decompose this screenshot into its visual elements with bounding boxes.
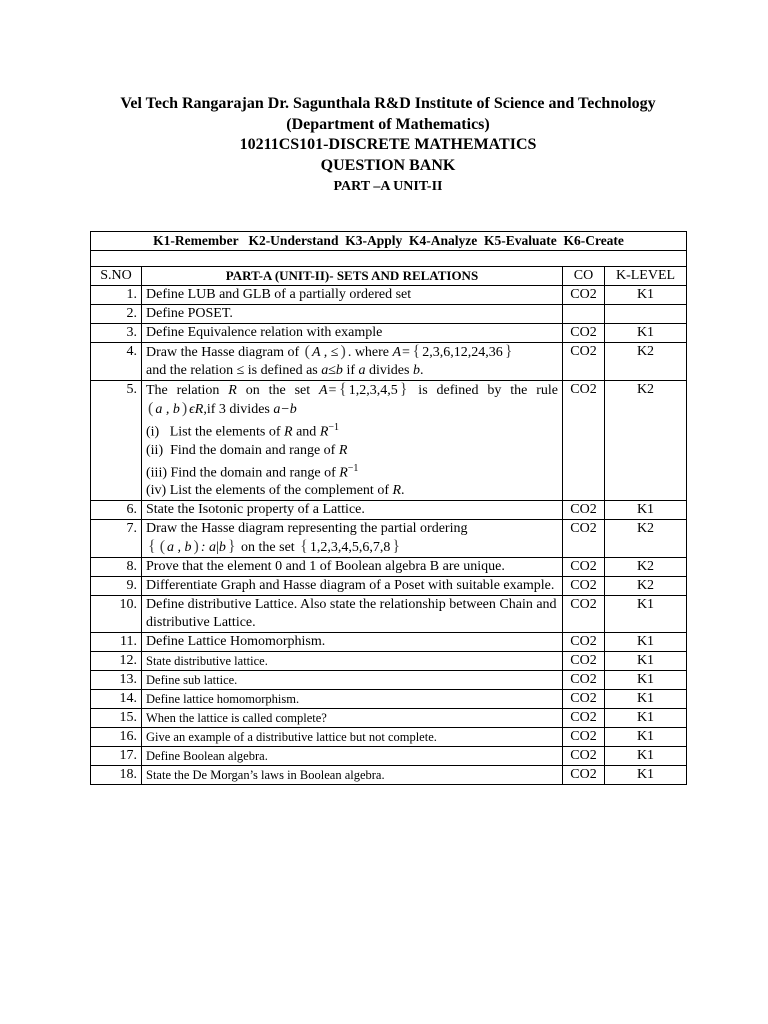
brace-open-glyph: { [339, 381, 347, 398]
row-question [142, 343, 563, 381]
row-co: CO2 [563, 596, 605, 633]
paren-open-glyph: ( [159, 538, 166, 556]
row-co: CO2 [563, 728, 605, 747]
document-type: QUESTION BANK [320, 156, 456, 174]
math-expression: ϵR [189, 402, 204, 417]
brace-open-glyph: { [148, 538, 156, 556]
question-text: and [292, 424, 320, 440]
row-co: CO2 [563, 766, 605, 785]
row-co: CO2 [563, 671, 605, 690]
question-text: The relation [146, 383, 229, 398]
row-question: Define POSET. [142, 305, 563, 324]
question-text: and the relation ≤ is defined as [146, 363, 322, 378]
question-subpart [146, 482, 558, 500]
question-text: Draw the Hasse diagram of [146, 345, 303, 360]
math-superscript: −1 [328, 422, 340, 433]
table-row [91, 305, 687, 324]
row-question: State distributive lattice. [142, 652, 563, 671]
paren-open-glyph: ( [304, 343, 310, 360]
row-k-level: K2 [605, 520, 687, 558]
row-k-level: K1 [605, 633, 687, 652]
math-expression: R [338, 442, 348, 458]
math-expression: R [228, 383, 237, 398]
question-subpart [146, 419, 558, 442]
row-sno: 16. [91, 728, 142, 747]
row-question: Prove that the element 0 and 1 of Boolean algebra B are unique. [142, 558, 563, 577]
table-row [91, 747, 687, 766]
row-co: CO2 [563, 324, 605, 343]
question-text: . where [347, 345, 393, 360]
row-co: CO2 [563, 558, 605, 577]
row-k-level: K2 [605, 343, 687, 381]
row-sno: 2. [91, 305, 142, 324]
column-header-question: PART-A (UNIT-II)- SETS AND RELATIONS [142, 267, 563, 286]
question-subpart [146, 460, 558, 483]
math-expression: R [339, 465, 348, 481]
row-k-level: K1 [605, 671, 687, 690]
brace-close-glyph: } [504, 343, 513, 360]
math-expression: a [358, 363, 366, 378]
brace-close-glyph: } [227, 538, 236, 556]
spacer-row [91, 251, 687, 267]
row-question: State the De Morgan’s laws in Boolean algebra. [142, 766, 563, 785]
math-expression: R [284, 424, 293, 440]
row-k-level: K1 [605, 501, 687, 520]
paren-close-glyph: ) [181, 400, 188, 417]
row-k-level: K1 [605, 596, 687, 633]
row-sno: 1. [91, 286, 142, 305]
math-set: 2,3,6,12,24,36 [422, 345, 503, 360]
row-co: CO2 [563, 652, 605, 671]
brace-open-glyph: { [412, 343, 421, 360]
spacer-cell [91, 251, 687, 267]
row-sno: 9. [91, 577, 142, 596]
row-k-level: K1 [605, 709, 687, 728]
row-sno: 17. [91, 747, 142, 766]
table-row [91, 520, 687, 558]
row-co: CO2 [563, 709, 605, 728]
question-text: if [342, 363, 359, 378]
row-k-level: K2 [605, 577, 687, 596]
paren-close-glyph: ) [340, 343, 346, 360]
question-text: divides [365, 363, 413, 378]
math-expression: : a [200, 540, 217, 556]
table-row [91, 690, 687, 709]
row-question: Give an example of a distributive lattice but not complete. [142, 728, 563, 747]
row-k-level [605, 305, 687, 324]
row-question [142, 381, 563, 501]
row-k-level: K1 [605, 286, 687, 305]
math-expression: a≤b [321, 363, 343, 378]
column-header-sno: S.NO [91, 267, 142, 286]
brace-close-glyph: } [399, 381, 408, 398]
k-levels-row [91, 232, 687, 251]
row-co: CO2 [563, 343, 605, 381]
table-row [91, 728, 687, 747]
paren-close-glyph: ) [193, 538, 199, 556]
row-k-level: K1 [605, 728, 687, 747]
question-line [146, 381, 558, 400]
math-expression: a , b [167, 540, 192, 556]
row-k-level: K2 [605, 381, 687, 501]
table-row [91, 501, 687, 520]
k-levels-legend: K1-Remember K2-Understand K3-Apply K4-Analyze K5-Evaluate K6-Create [91, 232, 687, 251]
row-co: CO2 [563, 501, 605, 520]
row-question: Define Boolean algebra. [142, 747, 563, 766]
row-sno: 4. [91, 343, 142, 381]
row-sno: 5. [91, 381, 142, 501]
row-sno: 8. [91, 558, 142, 577]
question-text: on the set [237, 540, 299, 556]
row-question: Define LUB and GLB of a partially ordered set [142, 286, 563, 305]
math-expression: R [319, 424, 329, 440]
column-header-row [91, 267, 687, 286]
row-sno: 10. [91, 596, 142, 633]
math-expression: a−b [273, 402, 297, 417]
row-question: Define Equivalence relation with example [142, 324, 563, 343]
row-question: Differentiate Graph and Hasse diagram of a Poset with suitable example. [142, 577, 563, 596]
table-row [91, 766, 687, 785]
question-text: . [419, 363, 424, 378]
row-k-level: K1 [605, 690, 687, 709]
course-title: 10211CS101-DISCRETE MATHEMATICS [239, 136, 537, 153]
table-row [91, 577, 687, 596]
row-question: Define distributive Lattice. Also state the relationship between Chain and distributive Lattice. [142, 596, 563, 633]
question-table [90, 231, 687, 785]
math-expression: A= [319, 383, 338, 398]
table-row [91, 558, 687, 577]
table-row [91, 709, 687, 728]
row-sno: 15. [91, 709, 142, 728]
row-question: State the Isotonic property of a Lattice. [142, 501, 563, 520]
brace-open-glyph: { [300, 538, 308, 556]
department-name: (Department of Mathematics) [286, 115, 490, 133]
math-set: 1,2,3,4,5 [348, 383, 398, 398]
row-sno: 11. [91, 633, 142, 652]
row-co: CO2 [563, 520, 605, 558]
question-line [146, 400, 558, 419]
question-text: on the set [236, 383, 320, 398]
math-expression: A= [392, 345, 411, 360]
math-superscript: −1 [347, 462, 359, 474]
part-heading: PART –A UNIT-II [333, 179, 443, 194]
table-row [91, 343, 687, 381]
row-sno: 13. [91, 671, 142, 690]
row-co: CO2 [563, 690, 605, 709]
table-row [91, 596, 687, 633]
question-text: ,if 3 divides [203, 402, 274, 417]
math-expression: b [412, 363, 420, 378]
row-co [563, 305, 605, 324]
question-line: Draw the Hasse diagram representing the partial ordering [146, 521, 468, 537]
question-text: (iv) List the elements of the complement of [146, 483, 393, 499]
math-expression: a , b [155, 402, 180, 417]
row-sno: 18. [91, 766, 142, 785]
row-co: CO2 [563, 747, 605, 766]
question-text: is defined by the rule [409, 383, 559, 398]
row-co: CO2 [563, 286, 605, 305]
question-text: (ii) Find the domain and range of [146, 442, 339, 458]
row-co: CO2 [563, 633, 605, 652]
paren-open-glyph: ( [148, 400, 154, 417]
brace-close-glyph: } [392, 538, 401, 556]
question-text: (i) List the elements of [146, 424, 285, 440]
table-row [91, 286, 687, 305]
row-question: Define sub lattice. [142, 671, 563, 690]
column-header-k-level: K-LEVEL [605, 267, 687, 286]
document-header [90, 94, 686, 197]
row-co: CO2 [563, 577, 605, 596]
row-question: Define Lattice Homomorphism. [142, 633, 563, 652]
math-expression: b [218, 540, 226, 556]
question-text: (iii) Find the domain and range of [146, 465, 340, 481]
question-line [146, 538, 558, 557]
row-k-level: K1 [605, 324, 687, 343]
row-sno: 3. [91, 324, 142, 343]
table-row [91, 671, 687, 690]
table-row [91, 633, 687, 652]
math-expression: R [392, 483, 402, 499]
row-k-level: K1 [605, 766, 687, 785]
row-sno: 12. [91, 652, 142, 671]
column-header-co: CO [563, 267, 605, 286]
table-row [91, 324, 687, 343]
table-row [91, 652, 687, 671]
row-question [142, 520, 563, 558]
table-row [91, 381, 687, 501]
row-k-level: K1 [605, 747, 687, 766]
row-k-level: K1 [605, 652, 687, 671]
question-text: . [401, 483, 405, 499]
question-subpart [146, 442, 558, 460]
institution-name: Vel Tech Rangarajan Dr. Sagunthala R&D Institute of Science and Technology [120, 95, 656, 112]
row-sno: 7. [91, 520, 142, 558]
row-sno: 14. [91, 690, 142, 709]
row-k-level: K2 [605, 558, 687, 577]
row-co: CO2 [563, 381, 605, 501]
divides-bar-glyph: | [216, 540, 219, 556]
math-set: 1,2,3,4,5,6,7,8 [309, 540, 391, 556]
row-question: Define lattice homomorphism. [142, 690, 563, 709]
row-sno: 6. [91, 501, 142, 520]
row-question: When the lattice is called complete? [142, 709, 563, 728]
math-expression: A , ≤ [312, 345, 339, 360]
